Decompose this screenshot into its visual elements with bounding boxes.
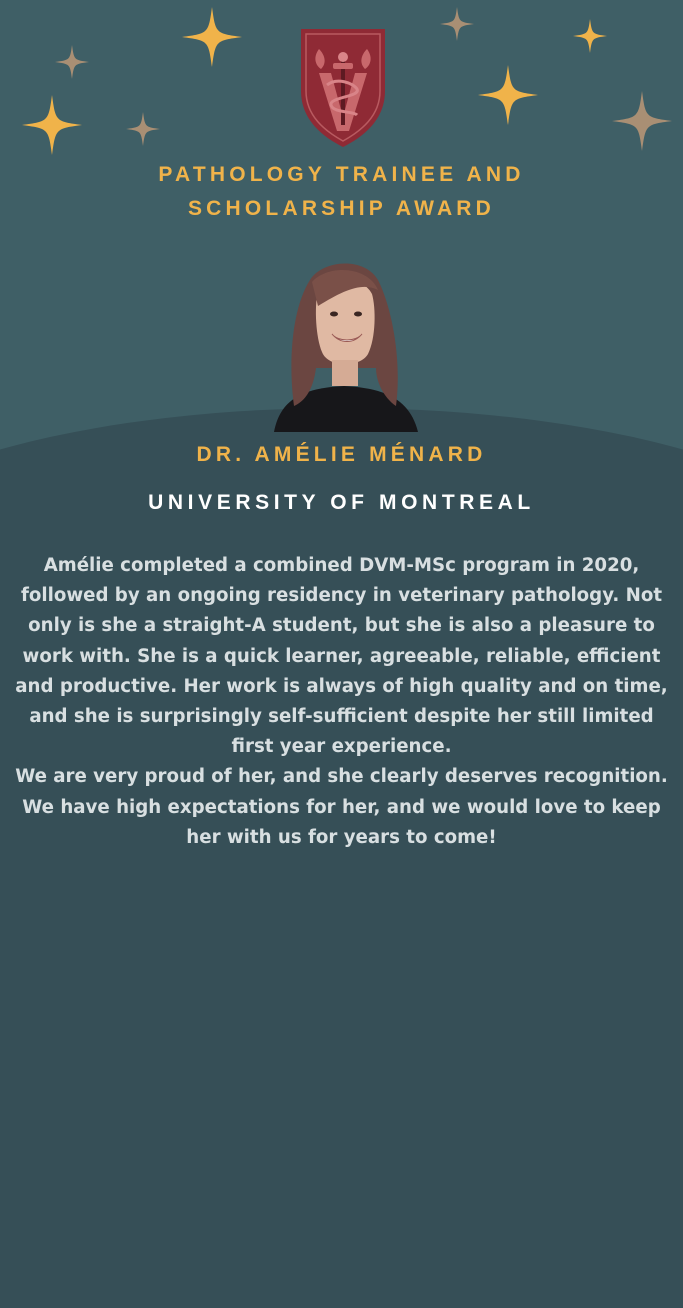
bio-paragraph-2: We are very proud of her, and she clearly deserves recognition. We have high expectations for her, and we would love to keep her with us for years to come! <box>15 766 668 848</box>
award-title <box>0 158 683 226</box>
sparkle-icon <box>612 91 672 151</box>
sparkle-icon <box>55 45 89 79</box>
sparkle-icon <box>440 7 474 41</box>
award-title-line-1: PATHOLOGY TRAINEE AND <box>158 163 525 186</box>
portrait-photo <box>252 250 436 432</box>
bio-paragraph-1: Amélie completed a combined DVM-MSc program in 2020, followed by an ongoing residency in veterinary pathology. Not only is she a straight-A student, but she is also a pleasure to work with. She is a quick learner, agreeable, reliable, efficient and productive. Her work is always of high quality and on time, and she is surprisingly self-sufficient despite her still limited first year experience. <box>15 555 668 758</box>
recipient-university: UNIVERSITY OF MONTREAL <box>148 491 535 514</box>
sparkle-icon <box>126 112 160 146</box>
sparkle-icon <box>22 95 82 155</box>
background-arc <box>0 408 683 1308</box>
university-crest-icon <box>297 25 389 151</box>
recipient-bio <box>8 551 675 853</box>
sparkle-icon <box>478 65 538 125</box>
sparkle-icon <box>182 7 242 67</box>
sparkle-icon <box>573 19 607 53</box>
award-title-line-2: SCHOLARSHIP AWARD <box>187 197 496 220</box>
recipient-name: DR. AMÉLIE MÉNARD <box>196 443 487 466</box>
